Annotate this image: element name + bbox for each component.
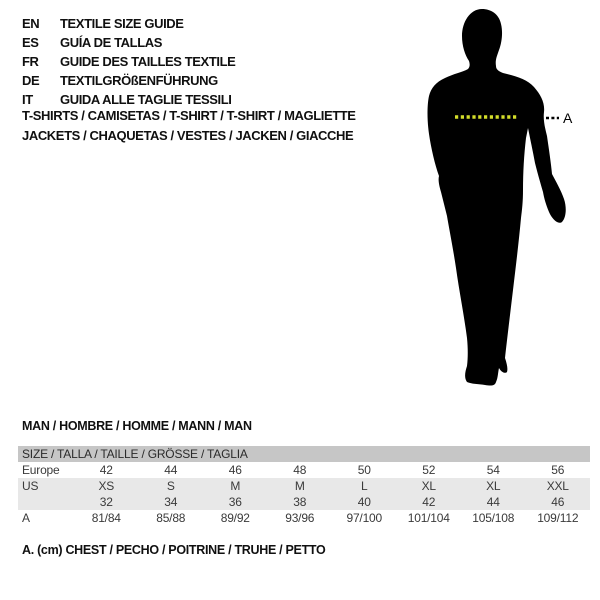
size-cell: 46	[526, 494, 591, 510]
size-cell: XXL	[526, 478, 591, 494]
size-cell: 44	[164, 463, 178, 477]
row-label	[18, 494, 74, 510]
size-cell: 42	[99, 463, 113, 477]
size-cell: 44	[461, 494, 526, 510]
size-cell: 81/84	[91, 511, 121, 525]
language-list	[22, 14, 235, 109]
row-label: A	[22, 511, 30, 525]
size-cell: 54	[486, 463, 500, 477]
category-line-tshirts: T-SHIRTS / CAMISETAS / T-SHIRT / T-SHIRT / MAGLIETTE	[22, 108, 356, 123]
size-cell: 48	[293, 463, 307, 477]
lang-row-fr	[22, 52, 235, 71]
lang-row-it	[22, 90, 235, 109]
size-cell: M	[268, 478, 333, 494]
size-cell: 85/88	[156, 511, 186, 525]
category-line-jackets: JACKETS / CHAQUETAS / VESTES / JACKEN / GIACCHE	[22, 127, 354, 143]
size-cell: XL	[461, 478, 526, 494]
measurement-footnote: A. (cm) CHEST / PECHO / POITRINE / TRUHE / PETTO	[22, 543, 326, 557]
size-cell: M	[203, 478, 268, 494]
size-cell: 97/100	[346, 511, 382, 525]
lang-row-es	[22, 33, 235, 52]
lang-title: GUIDA ALLE TAGLIE TESSILI	[60, 92, 232, 107]
size-cell: XL	[397, 478, 462, 494]
lang-code: IT	[22, 92, 33, 107]
lang-row-en	[22, 14, 235, 33]
man-silhouette-figure	[395, 0, 600, 410]
row-label: US	[18, 478, 74, 494]
lang-code: ES	[22, 35, 39, 50]
lang-code: DE	[22, 73, 40, 88]
lang-code: EN	[22, 16, 40, 31]
table-row-europe	[18, 462, 590, 478]
size-cell: 32	[74, 494, 139, 510]
size-cell: 93/96	[285, 511, 315, 525]
size-cell: 52	[422, 463, 436, 477]
size-cell: 50	[357, 463, 371, 477]
section-label-man: MAN / HOMBRE / HOMME / MANN / MAN	[22, 419, 252, 433]
lang-code: FR	[22, 54, 39, 69]
lang-title: GUÍA DE TALLAS	[60, 35, 163, 50]
size-cell: 89/92	[220, 511, 250, 525]
size-cell: S	[139, 478, 204, 494]
size-cell: 38	[268, 494, 333, 510]
size-cell: 109/112	[537, 511, 579, 525]
size-cell: 105/108	[472, 511, 515, 525]
lang-title: TEXTILGRÖßENFÜHRUNG	[60, 73, 218, 88]
size-cell: 46	[228, 463, 242, 477]
size-cell: 56	[551, 463, 565, 477]
size-cell: 101/104	[407, 511, 450, 525]
size-cell: 36	[203, 494, 268, 510]
measure-label-a: A	[563, 110, 573, 126]
row-label: Europe	[22, 463, 60, 477]
size-cell: 34	[139, 494, 204, 510]
category-list	[22, 108, 356, 147]
table-row-numeric	[18, 494, 590, 510]
table-row-us	[18, 478, 590, 494]
lang-title: GUIDE DES TAILLES TEXTILE	[60, 54, 236, 69]
size-table-header: SIZE / TALLA / TAILLE / GRÖSSE / TAGLIA	[18, 446, 590, 462]
man-silhouette	[428, 9, 566, 386]
size-cell: XS	[74, 478, 139, 494]
size-table	[18, 446, 590, 526]
size-cell: L	[332, 478, 397, 494]
size-table-header-row	[18, 446, 590, 462]
size-cell: 40	[332, 494, 397, 510]
size-cell: 42	[397, 494, 462, 510]
table-row-chest-a	[18, 510, 590, 526]
lang-row-de	[22, 71, 235, 90]
lang-title: TEXTILE SIZE GUIDE	[60, 16, 184, 31]
